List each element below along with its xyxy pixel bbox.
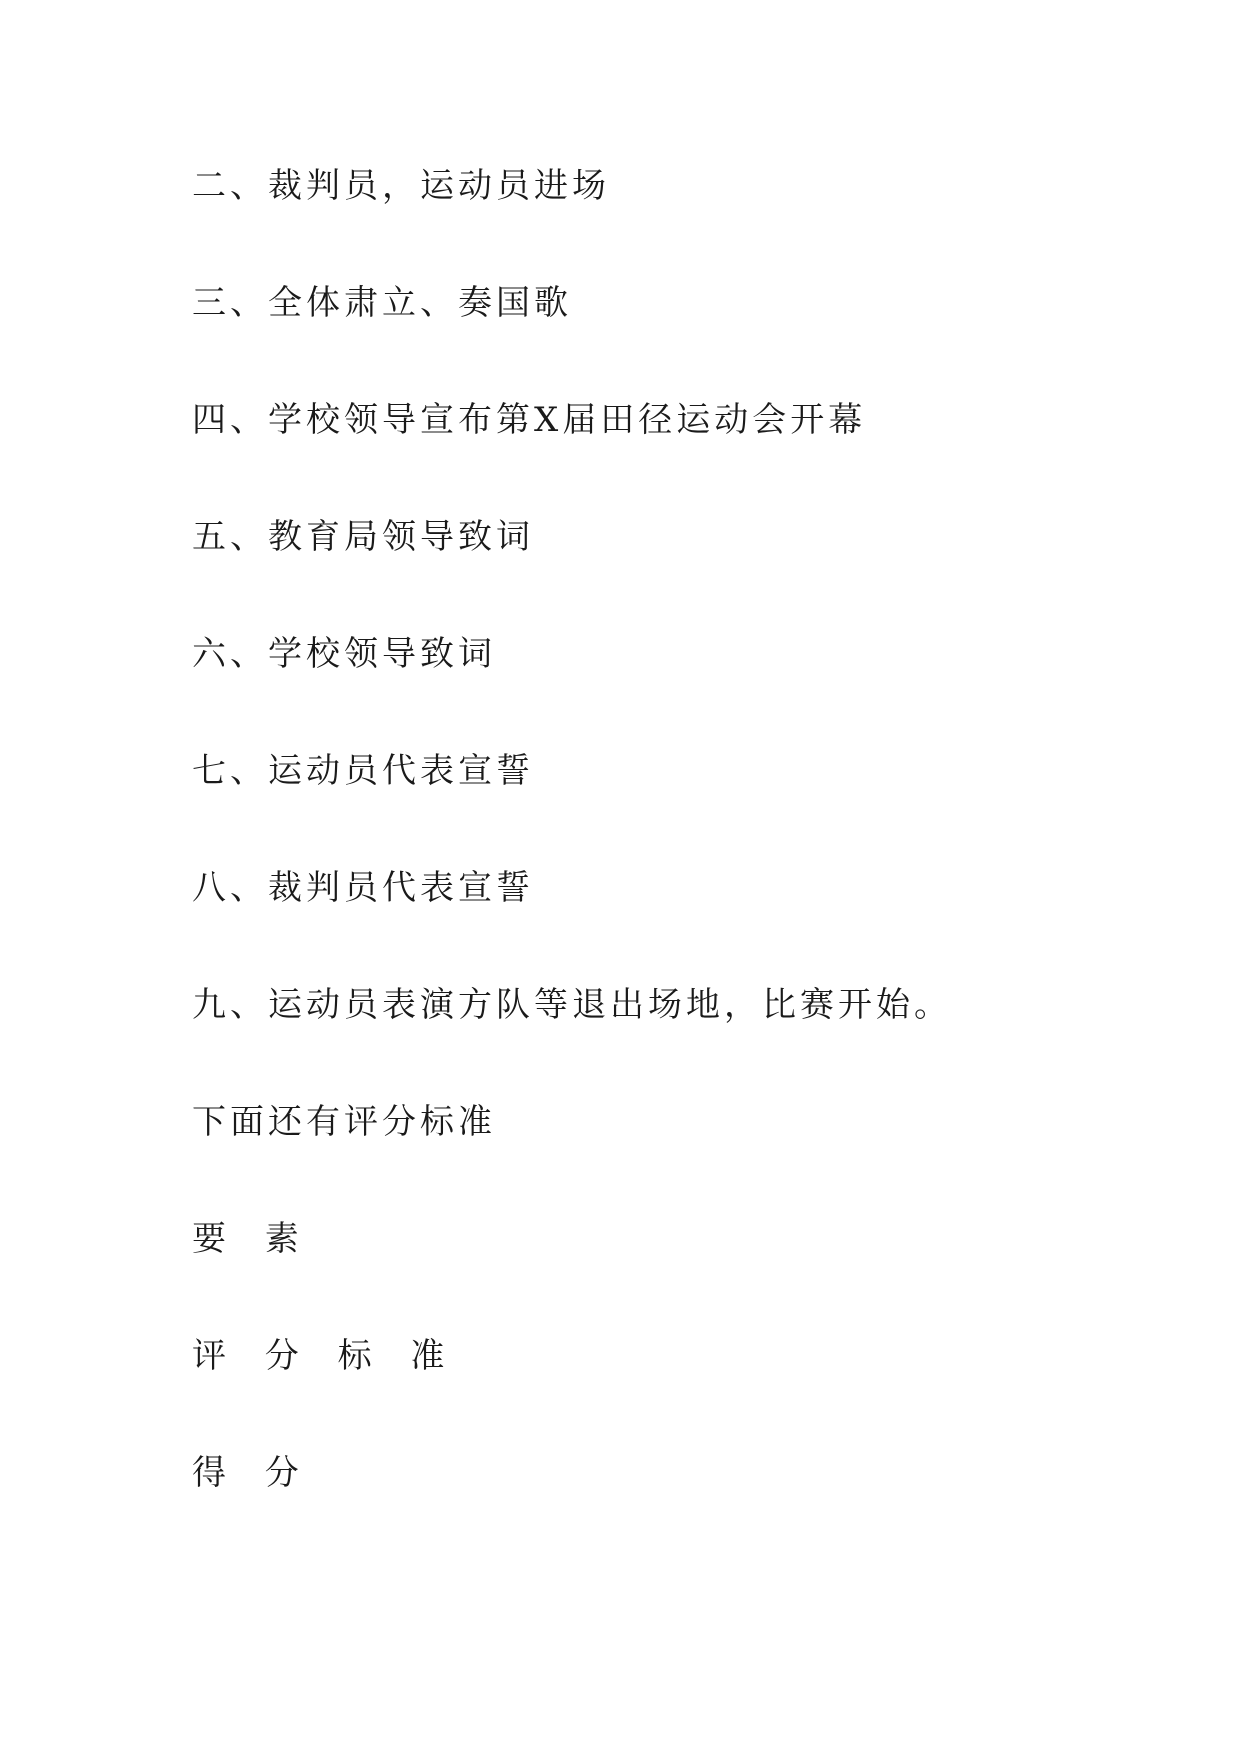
agenda-item-3: 三、全体肃立、奏国歌	[192, 283, 572, 323]
agenda-item-8: 八、裁判员代表宣誓	[192, 868, 534, 908]
agenda-item-2: 二、裁判员，运动员进场	[192, 166, 610, 206]
agenda-item-6: 六、学校领导致词	[192, 634, 496, 674]
header-scoring-criteria: 评 分 标 准	[192, 1336, 459, 1376]
agenda-item-9: 九、运动员表演方队等退出场地，比赛开始。	[192, 985, 952, 1025]
header-elements: 要 素	[192, 1219, 313, 1259]
agenda-item-5: 五、教育局领导致词	[192, 517, 534, 557]
agenda-item-7: 七、运动员代表宣誓	[192, 751, 534, 791]
header-score: 得 分	[192, 1453, 313, 1493]
scoring-intro: 下面还有评分标准	[192, 1102, 496, 1142]
agenda-item-4: 四、学校领导宣布第X届田径运动会开幕	[192, 400, 867, 440]
